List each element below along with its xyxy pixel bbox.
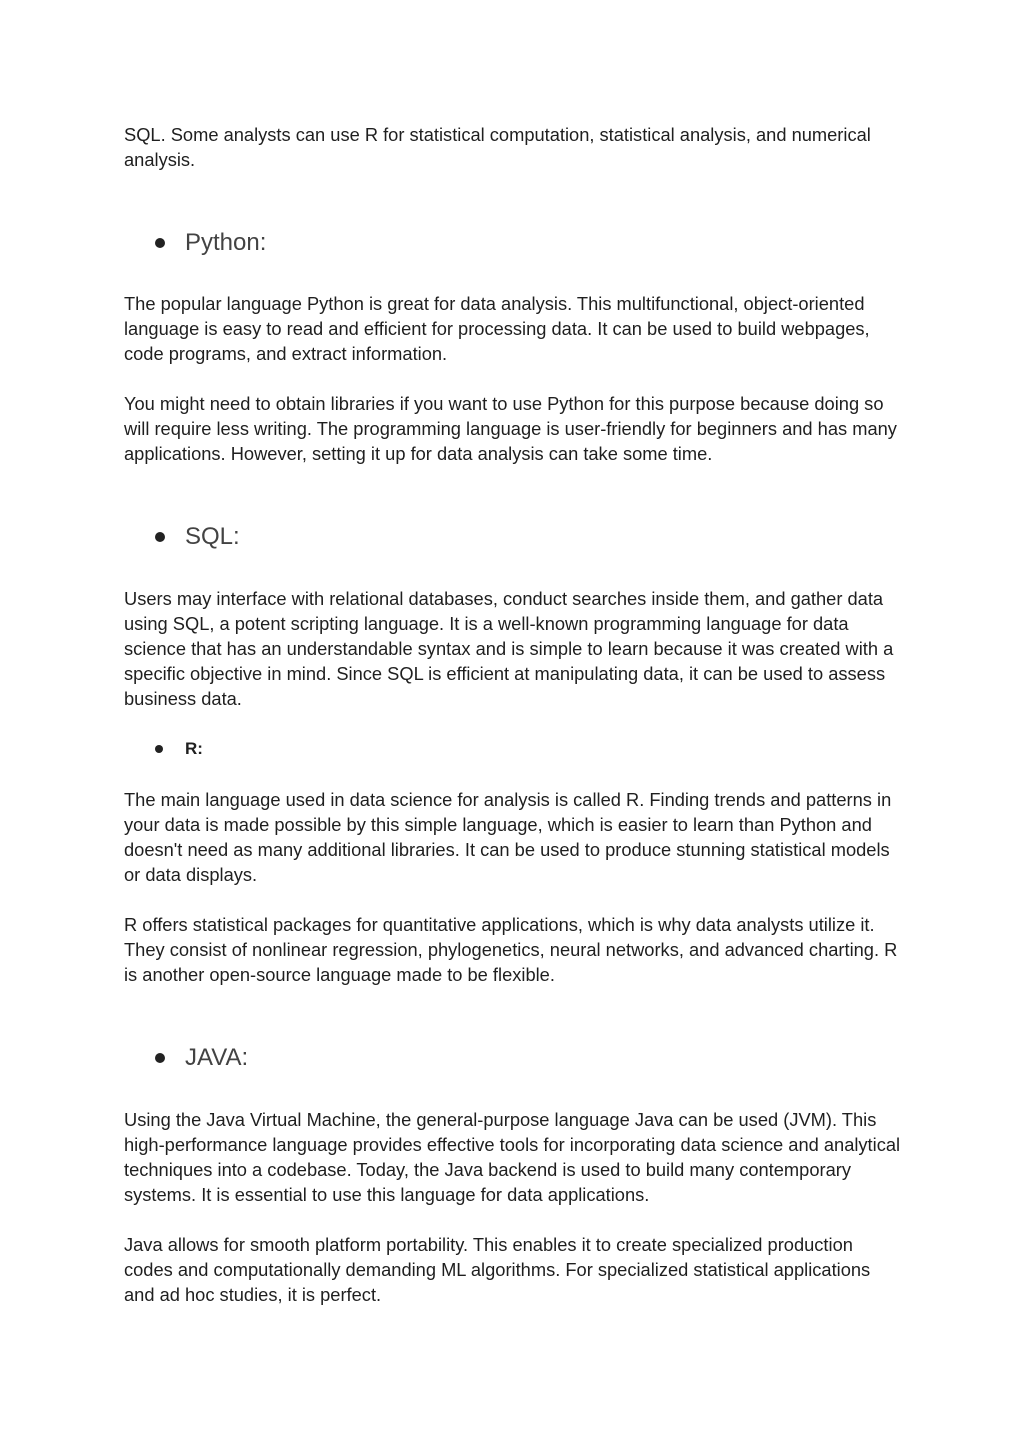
java-paragraph-1: Using the Java Virtual Machine, the general-purpose language Java can be used (JVM). This high-performance language provides effective tools for incorporating data science and analytical techniques into a codebase. Today, the Java backend is used to build many contemporary systems. It is essential to use this language for data applications.	[124, 1109, 901, 1205]
r-paragraph-1: The main language used in data science for analysis is called R. Finding trends and patterns in your data is made possible by this simple language, which is easier to learn than Python and doesn't need as many additional libraries. It can be used to produce stunning statistical models or data displays.	[124, 789, 892, 885]
sql-heading-text: SQL:	[185, 523, 240, 550]
r-heading	[124, 737, 904, 761]
r-paragraph-2: R offers statistical packages for quantitative applications, which is why data analysts utilize it. They consist of nonlinear regression, phylogenetics, neural networks, and advanced charting. R is another open-source language made to be flexible.	[124, 914, 898, 985]
java-heading-text: JAVA:	[185, 1044, 249, 1071]
sql-heading	[124, 522, 904, 552]
bullet-icon	[155, 1053, 165, 1063]
intro-paragraph: SQL. Some analysts can use R for statistical computation, statistical analysis, and numerical analysis.	[124, 124, 871, 170]
sql-paragraph-1: Users may interface with relational databases, conduct searches inside them, and gather data using SQL, a potent scripting language. It is a well-known programming language for data science that has an understandable syntax and is simple to learn because it was created with a specific objective in mind. Since SQL is efficient at manipulating data, it can be used to assess business data.	[124, 588, 894, 709]
document-page	[124, 122, 904, 1307]
python-paragraph-2: You might need to obtain libraries if you want to use Python for this purpose because doing so will require less writing. The programming language is user-friendly for beginners and has many applications. However, setting it up for data analysis can take some time.	[124, 393, 897, 464]
python-heading	[124, 228, 904, 258]
java-heading	[124, 1043, 904, 1073]
bullet-icon	[155, 532, 165, 542]
bullet-icon	[155, 238, 165, 248]
r-heading-text: R:	[185, 739, 203, 758]
bullet-icon	[155, 745, 163, 753]
python-heading-text: Python:	[185, 229, 267, 256]
python-paragraph-1: The popular language Python is great for data analysis. This multifunctional, object-oriented language is easy to read and efficient for processing data. It can be used to build webpages, code programs, and extract information.	[124, 293, 870, 364]
java-paragraph-2: Java allows for smooth platform portability. This enables it to create specialized production codes and computationally demanding ML algorithms. For specialized statistical applications and ad hoc studies, it is perfect.	[124, 1234, 871, 1305]
